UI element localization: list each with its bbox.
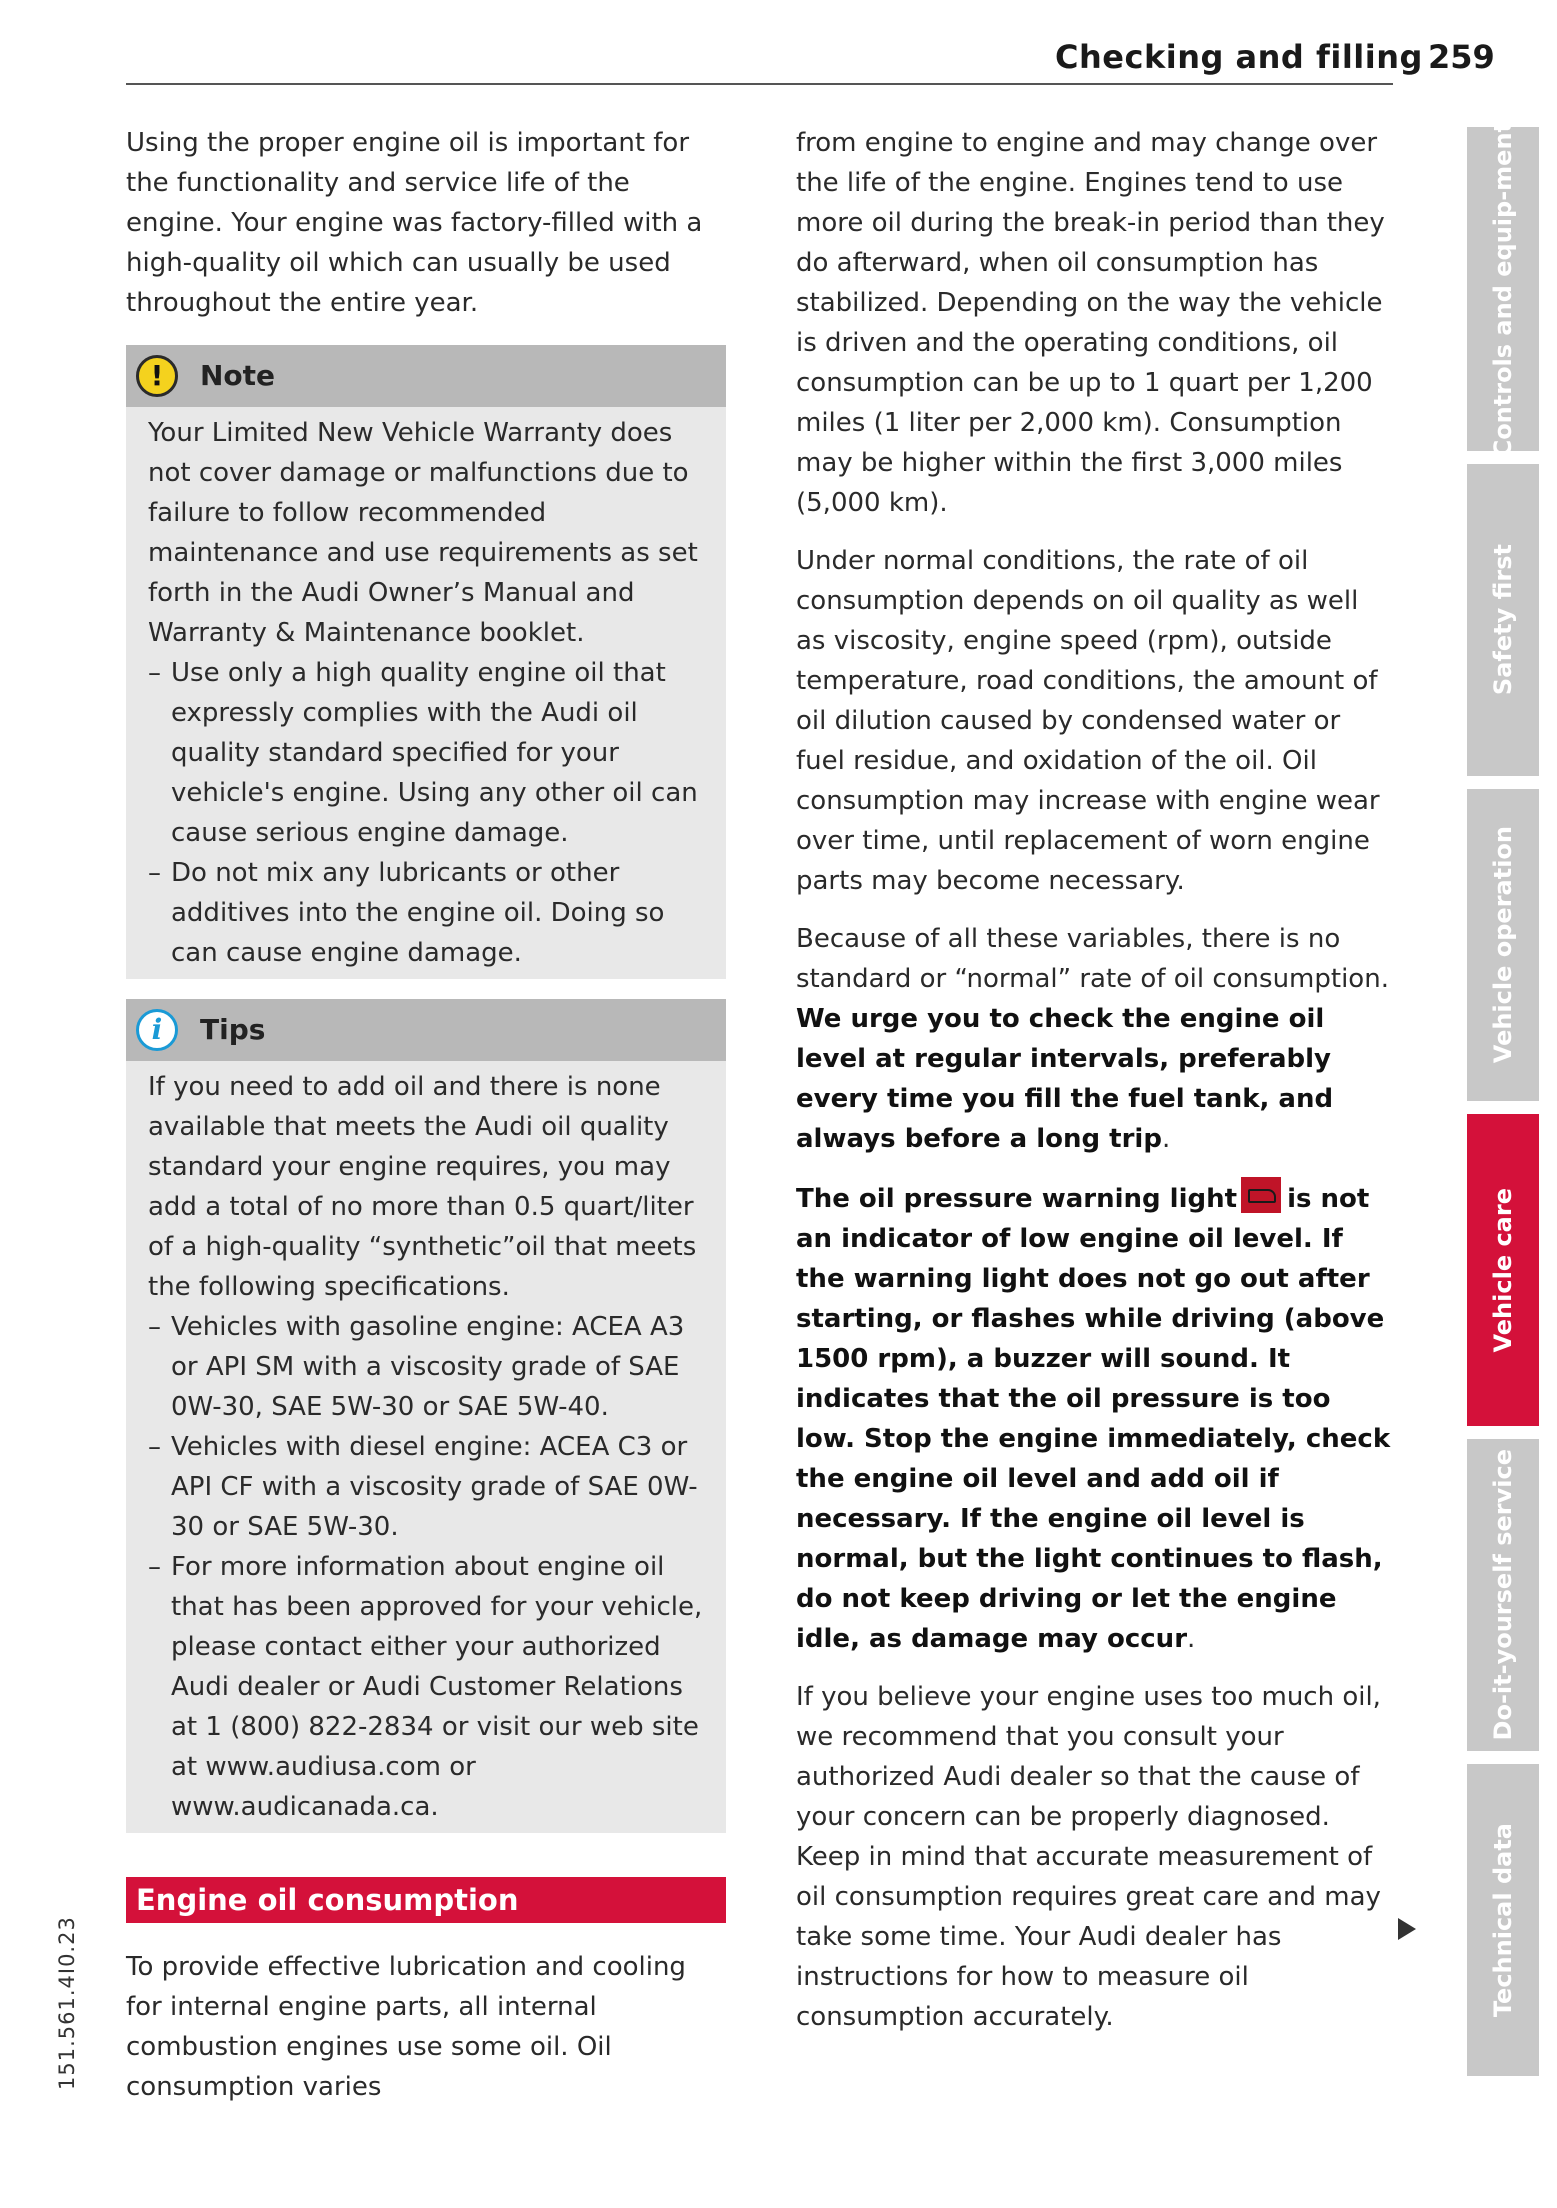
note-item-text: Use only a high quality engine oil that expressly complies with the Audi oil quality standard specified for your vehicle's engine. Using any other oil can cause serious engine damage. <box>171 658 698 848</box>
side-tab-label: Vehicle operation <box>1489 826 1517 1064</box>
side-tab-label: Technical data <box>1489 1822 1517 2018</box>
oil-pressure-warning-icon <box>1241 1177 1281 1213</box>
continue-arrow-icon <box>1398 1918 1416 1940</box>
intro-paragraph: Using the proper engine oil is important for the functionality and service life of the engine. Your engine was factory-filled with a high-quality oil which can usually be used throughout the entire year. <box>126 128 703 318</box>
dash-marker: – <box>148 658 161 688</box>
page-number: 259 <box>1428 38 1495 76</box>
right-column <box>796 123 1396 2037</box>
side-tab-label: Vehicle care <box>1489 1187 1517 1353</box>
side-tab-vehicle-care[interactable] <box>1467 1114 1539 1426</box>
paragraph-break-in: from engine to engine and may change over the life of the engine. Engines tend to use more oil during the break-in period than they do afterward, when oil consumption has stabilized. Depending on the way the vehicle is driven and the operating conditions, oil consumption can be up to 1 quart per 1,200 miles (1 liter per 2,000 km). Consumption may be higher within the first 3,000 miles (5,000 km). <box>796 128 1385 518</box>
period: . <box>1187 1624 1196 1654</box>
document-code: 151.561.4I0.23 <box>55 1916 79 2090</box>
note-header <box>126 345 726 407</box>
check-oil-emphasis: We urge you to check the engine oil level at regular intervals, preferably every time you fill the fuel tank, and always before a long trip <box>796 1004 1334 1154</box>
side-tab-controls[interactable] <box>1467 120 1539 458</box>
paragraph-variables <box>796 919 1396 1159</box>
header-rule <box>126 83 1393 85</box>
section-intro-paragraph: To provide effective lubrication and cooling for internal engine parts, all internal combustion engines use some oil. Oil consumption varies <box>126 1952 686 2102</box>
tips-heading: Tips <box>200 1013 266 1046</box>
tips-item <box>148 1547 710 1827</box>
tips-header <box>126 999 726 1061</box>
side-tab-label: Do-it-yourself service <box>1489 1449 1517 1741</box>
dash-marker: – <box>148 1312 161 1342</box>
tips-body <box>126 1061 726 1833</box>
side-tab-label: Controls and equip-ment <box>1489 120 1517 458</box>
tips-item <box>148 1307 710 1427</box>
side-tab-vehicle-operation[interactable] <box>1467 789 1539 1101</box>
dash-marker: – <box>148 1552 161 1582</box>
info-icon: i <box>136 1009 178 1051</box>
side-tab-do-it-yourself[interactable] <box>1467 1439 1539 1751</box>
tips-box <box>126 999 726 1833</box>
note-item-text: Do not mix any lubricants or other additives into the engine oil. Doing so can cause engine damage. <box>171 858 665 968</box>
note-box <box>126 345 726 979</box>
side-tab-label: Safety first <box>1489 544 1517 696</box>
period: . <box>1161 1124 1171 1154</box>
warning-exclamation-icon: ! <box>136 355 178 397</box>
warning-light-text-b: is not an indicator of low engine oil level. If the warning light does not go out after starting, or flashes while driving (above 1500 rpm), a buzzer will sound. It indicates that the oil pressure is too low. Stop the engine immediately, check the engine oil level and add oil if necessary. If the engine oil level is normal, but the light continues to flash, do not keep driving or let the engine idle, as damage may occur <box>796 1184 1391 1654</box>
section-heading: Engine oil consumption <box>126 1877 726 1923</box>
note-body <box>126 407 726 979</box>
side-tab-safety[interactable] <box>1467 464 1539 776</box>
header-title: Checking and filling <box>1055 38 1423 76</box>
side-tab-technical-data[interactable] <box>1467 1764 1539 2076</box>
left-column <box>126 123 726 2107</box>
note-text: Your Limited New Vehicle Warranty does not cover damage or malfunctions due to failure to follow recommended maintenance and use requirements as set forth in the Audi Owner’s Manual and Warranty & Maintenance booklet. <box>148 418 698 648</box>
dash-marker: – <box>148 858 161 888</box>
note-heading: Note <box>200 359 276 392</box>
paragraph-normal-conditions: Under normal conditions, the rate of oil consumption depends on oil quality as well as viscosity, engine speed (rpm), outside temperature, road conditions, the amount of oil dilution caused by condensed water or fuel residue, and oxidation of the oil. Oil consumption may increase with engine wear over time, until replacement of worn engine parts may become necessary. <box>796 546 1380 896</box>
tips-item-text: Vehicles with diesel engine: ACEA C3 or API CF with a viscosity grade of SAE 0W-30 or SAE 5W-30. <box>171 1432 698 1542</box>
paragraph-consult-dealer: If you believe your engine uses too much oil, we recommend that you consult your authorized Audi dealer so that the cause of your concern can be properly diagnosed. Keep in mind that accurate measurement of oil consumption requires great care and may take some time. Your Audi dealer has instructions for how to measure oil consumption accurately. <box>796 1682 1381 2032</box>
tips-item <box>148 1427 710 1547</box>
tips-item-text: Vehicles with gasoline engine: ACEA A3 or API SM with a viscosity grade of SAE 0W-30, SAE 5W-30 or SAE 5W-40. <box>171 1312 685 1422</box>
note-item <box>148 653 710 853</box>
tips-text: If you need to add oil and there is none available that meets the Audi oil quality standard your engine requires, you may add a total of no more than 0.5 quart/liter of a high-quality “synthetic”oil that meets the following specifications. <box>148 1072 697 1302</box>
paragraph-warning-light <box>796 1177 1396 1659</box>
warning-light-text-a: The oil pressure warning light <box>796 1184 1238 1214</box>
note-item <box>148 853 710 973</box>
variables-text: Because of all these variables, there is no standard or “normal” rate of oil consumption. <box>796 924 1389 994</box>
tips-item-text: For more information about engine oil that has been approved for your vehicle, please contact either your authorized Audi dealer or Audi Customer Relations at 1 (800) 822-2834 or visit our web site at www.audiusa.com or www.audicanada.ca. <box>171 1552 703 1822</box>
dash-marker: – <box>148 1432 161 1462</box>
